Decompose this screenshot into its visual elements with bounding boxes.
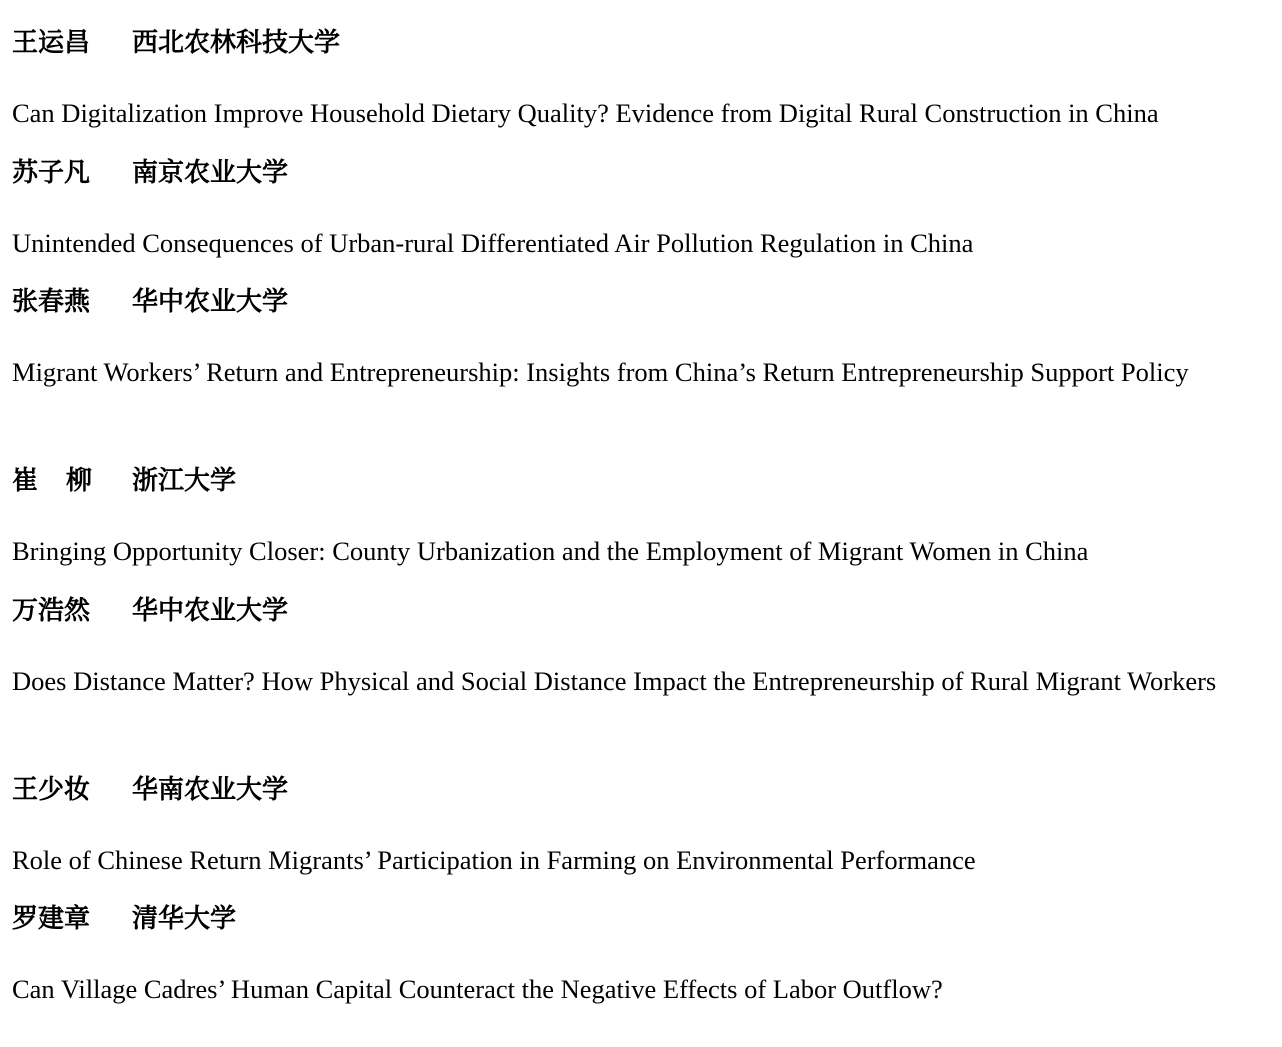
author-name: 张春燕 [12,287,91,317]
paper-entry [12,899,1276,1014]
author-affiliation: 清华大学 [132,904,237,934]
author-line [12,899,1276,939]
author-affiliation: 华中农业大学 [132,287,289,317]
author-name: 苏子凡 [12,158,91,188]
paper-entry [12,153,1276,268]
author-line [12,23,1276,63]
author-line [12,591,1276,631]
paper-entry [12,23,1276,138]
paper-entry [12,282,1276,397]
author-affiliation: 西北农林科技大学 [132,28,341,58]
author-line [12,282,1276,322]
author-name: 王运昌 [12,28,91,58]
paper-title: Does Distance Matter? How Physical and Social Distance Impact the Entrepreneurship of Rural Migrant Workers [12,666,1217,696]
author-line [12,461,1276,501]
paper-entry [12,770,1276,885]
author-affiliation: 南京农业大学 [132,158,289,188]
author-name: 崔柳 [12,466,121,496]
author-name: 王少妆 [12,775,91,805]
author-affiliation: 浙江大学 [132,466,237,496]
author-line [12,770,1276,810]
paper-entry [12,591,1276,706]
paper-title: Role of Chinese Return Migrants’ Participation in Farming on Environmental Performance [12,845,976,875]
author-name: 罗建章 [12,904,91,934]
paper-title: Migrant Workers’ Return and Entrepreneurship: Insights from China’s Return Entrepreneurship Support Policy [12,357,1189,387]
paper-entry [12,461,1276,576]
paper-title: Unintended Consequences of Urban-rural Differentiated Air Pollution Regulation in China [12,228,974,258]
paper-title: Can Village Cadres’ Human Capital Counteract the Negative Effects of Labor Outflow? [12,974,943,1004]
paper-title: Bringing Opportunity Closer: County Urbanization and the Employment of Migrant Women in China [12,536,1089,566]
paper-title: Can Digitalization Improve Household Dietary Quality? Evidence from Digital Rural Construction in China [12,98,1159,128]
author-affiliation: 华南农业大学 [132,775,289,805]
author-name: 万浩然 [12,596,91,626]
author-affiliation: 华中农业大学 [132,596,289,626]
author-line [12,153,1276,193]
